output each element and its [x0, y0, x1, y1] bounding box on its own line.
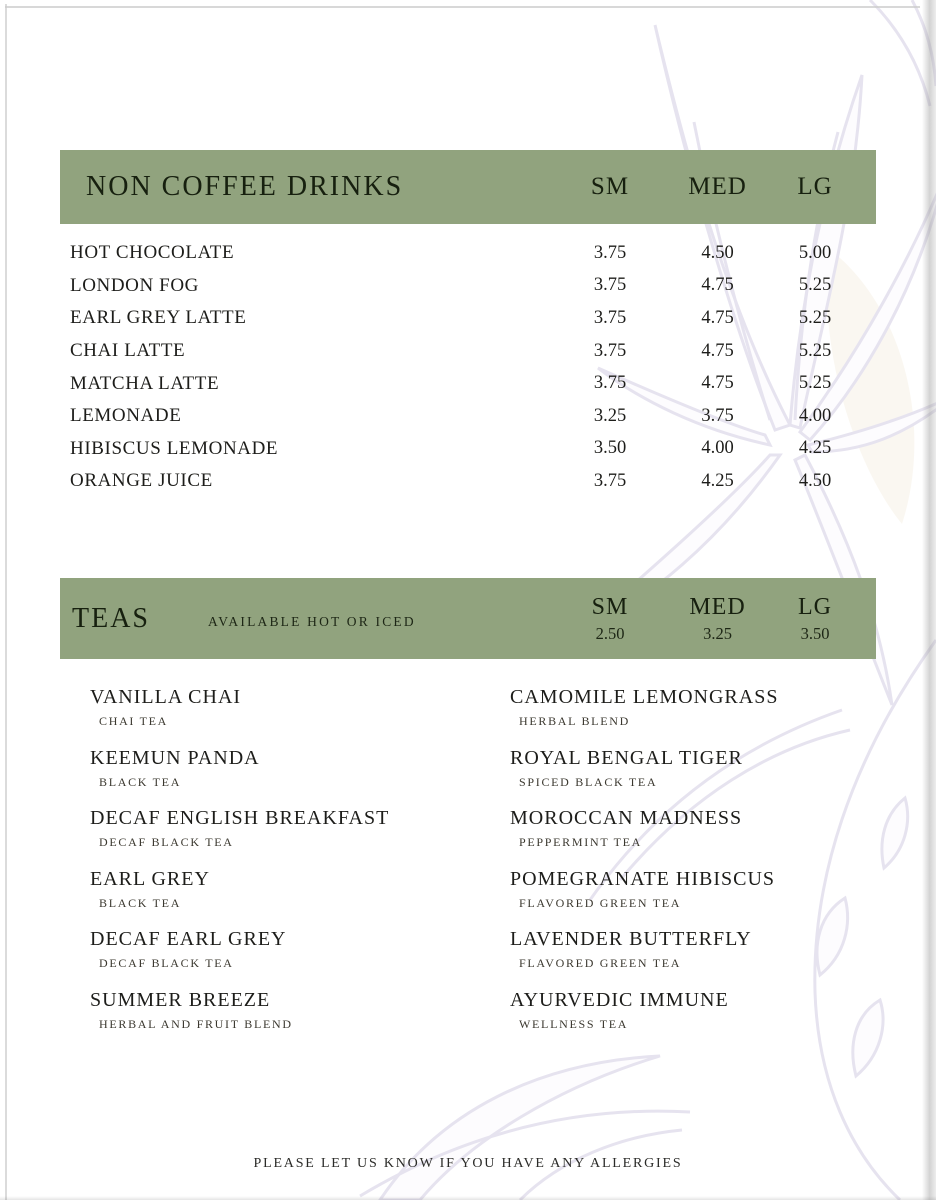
- size-price: 3.25: [703, 623, 732, 643]
- tea-type: DECAF BLACK TEA: [99, 835, 234, 849]
- menu-row: [60, 465, 876, 498]
- tea-type: BLACK TEA: [99, 895, 182, 910]
- price-med: 4.75: [701, 307, 734, 328]
- menu-row: [60, 367, 876, 400]
- price-lg: 4.50: [798, 470, 832, 491]
- price-med: 4.75: [701, 340, 734, 361]
- tea-type: CHAI TEA: [99, 714, 169, 728]
- tea-type: HERBAL BLEND: [519, 714, 630, 728]
- tea-name: MOROCCAN MADNESS: [510, 807, 743, 829]
- tea-item: [510, 987, 930, 1048]
- tea-item: [510, 866, 930, 927]
- tea-name: KEEMUN PANDA: [90, 746, 260, 769]
- tea-item: [510, 805, 930, 866]
- teas-size-med: [665, 593, 770, 645]
- price-sm: 3.75: [593, 242, 627, 263]
- tea-item: [90, 684, 510, 745]
- column-header-lg: LG: [797, 173, 833, 200]
- price-sm: 3.50: [593, 438, 627, 459]
- price-lg: 5.00: [798, 242, 832, 263]
- menu-row: [60, 335, 876, 368]
- size-label: SM: [591, 593, 629, 620]
- teas-list: [90, 684, 930, 1047]
- item-name: HIBISCUS LEMONADE: [70, 437, 279, 459]
- size-price: 3.50: [800, 623, 830, 643]
- menu-row: [60, 237, 876, 270]
- tea-name: POMEGRANATE HIBISCUS: [510, 867, 776, 890]
- tea-type: FLAVORED GREEN TEA: [519, 895, 682, 910]
- price-med: 4.75: [701, 373, 734, 394]
- price-lg: 5.25: [798, 373, 832, 394]
- price-lg: 5.25: [798, 275, 832, 296]
- tea-type: BLACK TEA: [99, 774, 182, 789]
- tea-name: DECAF ENGLISH BREAKFAST: [90, 807, 390, 829]
- tea-name: SUMMER BREEZE: [90, 988, 271, 1011]
- tea-name: EARL GREY: [90, 867, 210, 890]
- price-med: 3.75: [701, 405, 734, 426]
- price-sm: 3.75: [593, 470, 627, 491]
- size-label: MED: [689, 593, 746, 620]
- tea-name: VANILLA CHAI: [90, 686, 242, 708]
- item-name: LEMONADE: [70, 405, 182, 427]
- tea-type: HERBAL AND FRUIT BLEND: [99, 1016, 293, 1031]
- price-sm: 3.75: [593, 275, 627, 296]
- tea-type: PEPPERMINT TEA: [519, 835, 643, 849]
- teas-section-title: TEAS: [72, 602, 150, 634]
- item-name: EARL GREY LATTE: [70, 307, 247, 329]
- menu-row: [60, 400, 876, 433]
- non-coffee-list: [60, 237, 876, 498]
- price-sm: 3.75: [593, 307, 627, 328]
- tea-item: [510, 745, 930, 806]
- item-name: CHAI LATTE: [70, 340, 186, 362]
- item-name: HOT CHOCOLATE: [70, 242, 235, 264]
- teas-availability-note: AVAILABLE HOT OR ICED: [208, 613, 416, 629]
- item-name: LONDON FOG: [70, 274, 199, 296]
- non-coffee-header-band: [60, 150, 876, 224]
- tea-type: DECAF BLACK TEA: [99, 956, 234, 970]
- teas-header-band: [60, 578, 876, 659]
- non-coffee-section-title: NON COFFEE DRINKS: [86, 171, 404, 202]
- price-lg: 5.25: [798, 307, 832, 328]
- tea-item: [90, 926, 510, 987]
- price-med: 4.00: [701, 438, 734, 459]
- price-med: 4.50: [701, 242, 734, 263]
- tea-name: DECAF EARL GREY: [90, 928, 287, 950]
- size-price: 2.50: [595, 623, 625, 643]
- tea-name: CAMOMILE LEMONGRASS: [510, 686, 779, 708]
- tea-type: FLAVORED GREEN TEA: [519, 956, 682, 970]
- price-lg: 4.25: [798, 438, 832, 459]
- tea-item: [90, 805, 510, 866]
- tea-item: [510, 926, 930, 987]
- price-med: 4.25: [701, 470, 734, 491]
- tea-name: ROYAL BENGAL TIGER: [510, 746, 743, 769]
- price-sm: 3.25: [593, 405, 627, 426]
- tea-item: [510, 684, 930, 745]
- teas-size-sm: [555, 593, 665, 645]
- tea-item: [90, 745, 510, 806]
- item-name: MATCHA LATTE: [70, 372, 220, 394]
- size-label: LG: [798, 593, 832, 620]
- tea-item: [90, 987, 510, 1048]
- price-med: 4.75: [701, 275, 734, 296]
- menu-row: [60, 433, 876, 466]
- price-sm: 3.75: [593, 373, 627, 394]
- price-sm: 3.75: [593, 340, 627, 361]
- price-lg: 4.00: [798, 405, 832, 426]
- menu-row: [60, 270, 876, 303]
- column-header-med: MED: [688, 173, 747, 200]
- allergy-notice: PLEASE LET US KNOW IF YOU HAVE ANY ALLERGIES: [253, 1156, 683, 1171]
- tea-type: SPICED BLACK TEA: [519, 774, 658, 789]
- tea-item: [90, 866, 510, 927]
- tea-name: LAVENDER BUTTERFLY: [510, 928, 752, 950]
- menu-row: [60, 302, 876, 335]
- price-lg: 5.25: [798, 340, 832, 361]
- column-header-sm: SM: [590, 173, 630, 200]
- tea-name: AYURVEDIC IMMUNE: [510, 988, 729, 1011]
- tea-type: WELLNESS TEA: [519, 1016, 629, 1031]
- item-name: ORANGE JUICE: [70, 470, 213, 492]
- teas-size-lg: [770, 593, 860, 645]
